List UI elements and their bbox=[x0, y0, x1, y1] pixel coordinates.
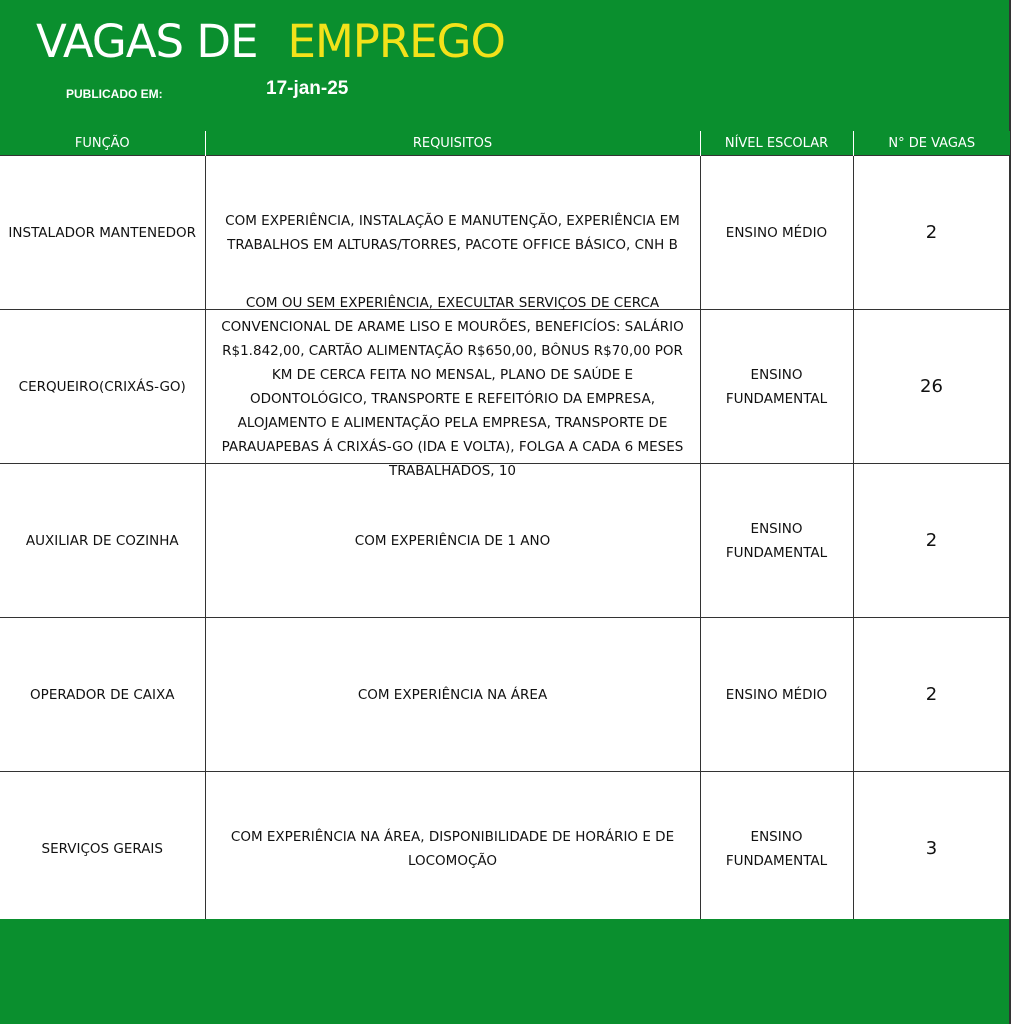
table-row bbox=[0, 310, 1010, 464]
column-header-numero-vagas: N° DE VAGAS bbox=[853, 131, 1010, 156]
column-header-nivel-escolar: NÍVEL ESCOLAR bbox=[700, 131, 853, 156]
requisitos-text: COM EXPERIÊNCIA DE 1 ANO bbox=[354, 532, 551, 549]
title-part-1: VAGAS DE bbox=[36, 15, 258, 68]
jobs-table bbox=[0, 131, 1011, 926]
cell-funcao: AUXILIAR DE COZINHA bbox=[0, 464, 205, 618]
cell-funcao: CERQUEIRO(CRIXÁS-GO) bbox=[0, 310, 205, 464]
published-date: 17-jan-25 bbox=[266, 78, 349, 99]
cell-nivel: ENSINO FUNDAMENTAL bbox=[700, 310, 853, 464]
cell-funcao: INSTALADOR MANTENEDOR bbox=[0, 156, 205, 310]
title-part-2: EMPREGO bbox=[287, 15, 505, 68]
requisitos-text: COM EXPERIÊNCIA NA ÁREA, DISPONIBILIDADE DE HORÁRIO E DE LOCOMOÇÃO bbox=[230, 828, 675, 869]
cell-vagas: 2 bbox=[853, 618, 1010, 772]
page-title bbox=[36, 12, 505, 72]
cell-funcao: OPERADOR DE CAIXA bbox=[0, 618, 205, 772]
column-header-requisitos: REQUISITOS bbox=[205, 131, 700, 156]
cell-requisitos bbox=[205, 464, 700, 618]
table-row bbox=[0, 618, 1010, 772]
requisitos-text: COM OU SEM EXPERIÊNCIA, EXECULTAR SERVIÇOS DE CERCA CONVENCIONAL DE ARAME LISO E MOURÕES, BENEFICÍOS: SALÁRIO R$1.842,00, CARTÃO ALIMENTAÇÃO R$650,00, BÔNUS R$70,00 POR KM DE CERCA FEITA NO MENSAL, PLANO DE SAÚDE E ODONTOLÓGICO, TRANSPORTE E REFEITÓRIO DA EMPRESA, ALOJAMENTO E ALIMENTAÇÃO PELA EMPRESA, TRANSPORTE DE PARAUAPEBAS Á CRIXÁS-GO (IDA E VOLTA), FOLGA A CADA 6 MESES TRABALHADOS, 10 bbox=[221, 294, 684, 479]
table-header-row bbox=[0, 131, 1010, 156]
cell-requisitos bbox=[205, 294, 700, 479]
cell-requisitos bbox=[205, 156, 700, 310]
cell-vagas: 2 bbox=[853, 464, 1010, 618]
cell-vagas: 2 bbox=[853, 156, 1010, 310]
cell-nivel: ENSINO FUNDAMENTAL bbox=[700, 464, 853, 618]
header-banner bbox=[0, 0, 1009, 131]
published-label: PUBLICADO EM: bbox=[66, 87, 163, 101]
table-row bbox=[0, 156, 1010, 310]
cell-requisitos bbox=[205, 772, 700, 926]
cell-nivel: ENSINO FUNDAMENTAL bbox=[700, 772, 853, 926]
cell-funcao: SERVIÇOS GERAIS bbox=[0, 772, 205, 926]
cell-requisitos bbox=[205, 618, 700, 772]
cell-nivel: ENSINO MÉDIO bbox=[700, 618, 853, 772]
requisitos-text: COM EXPERIÊNCIA, INSTALAÇÃO E MANUTENÇÃO, EXPERIÊNCIA EM TRABALHOS EM ALTURAS/TORRES, PACOTE OFFICE BÁSICO, CNH B bbox=[225, 212, 680, 253]
column-header-funcao: FUNÇÃO bbox=[0, 131, 205, 156]
requisitos-text: COM EXPERIÊNCIA NA ÁREA bbox=[357, 686, 548, 703]
footer-banner bbox=[0, 919, 1009, 1024]
cell-vagas: 3 bbox=[853, 772, 1010, 926]
table-row bbox=[0, 464, 1010, 618]
cell-nivel: ENSINO MÉDIO bbox=[700, 156, 853, 310]
cell-vagas: 26 bbox=[853, 310, 1010, 464]
table-row bbox=[0, 772, 1010, 926]
